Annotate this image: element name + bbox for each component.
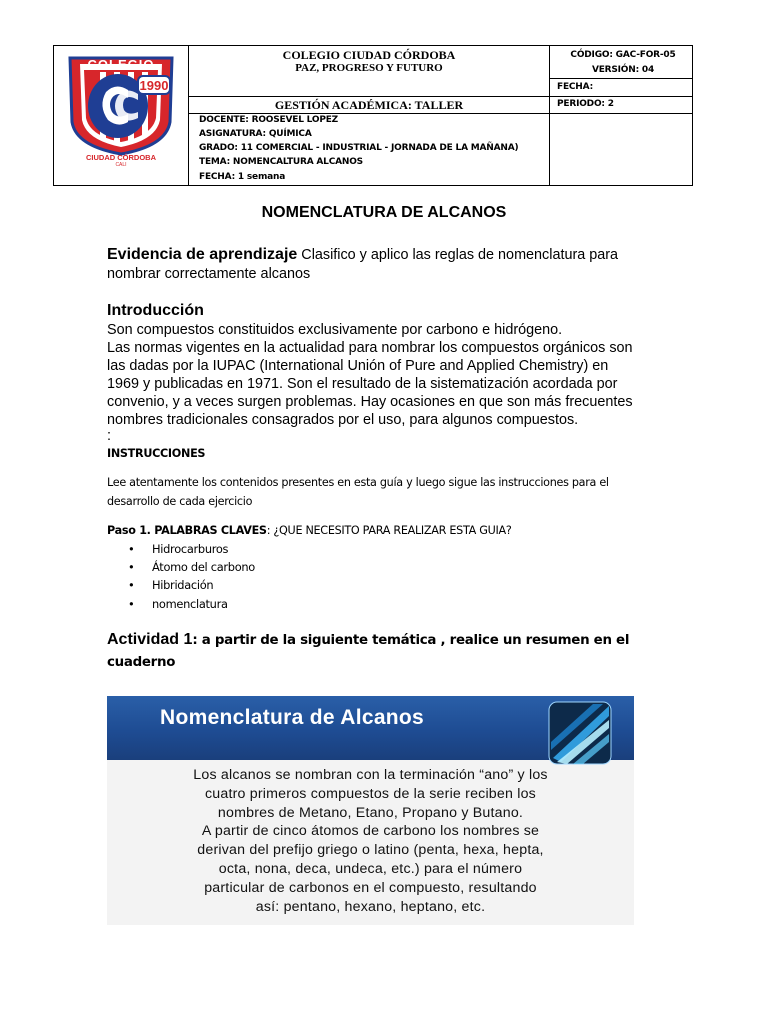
paso-bold: Paso 1. PALABRAS CLAVES [107,524,267,537]
evidencia-line-1 [107,246,618,264]
keyword: Hidrocarburos [152,542,229,556]
evidencia-heading: Evidencia de aprendizaje [107,246,298,263]
intro-heading: Introducción [107,302,204,319]
divider [549,46,550,185]
grado: GRADO: 11 COMERCIAL - INDUSTRIAL - JORNADA DE LA MAÑANA) [199,143,519,153]
school-name: COLEGIO CIUDAD CÓRDOBA [282,48,456,62]
section-title: GESTIÓN ACADÉMICA: TALLER [274,98,464,112]
slide-line: cuatro primeros compuestos de la serie reciben los [205,785,536,802]
docente: DOCENTE: ROOSEVEL LOPEZ [199,115,339,125]
keyword: Hibridación [152,578,214,592]
intro-line: nombres tradicionales consagrados por el uso, para algunos compuestos. [107,412,579,428]
intro-line: las dadas por la IUPAC (International Unión of Pure and Applied Chemistry) en [107,358,609,374]
logo-bottom-text: CIUDAD CÓRDOBA [86,153,156,162]
paso-line [107,524,511,537]
intro-line: Son compuestos constituidos exclusivamente por carbono e hidrógeno. [107,322,563,338]
logo-year: 1990 [139,78,169,93]
header-table [53,45,693,186]
intro-line: convenio, y a veces surgen problemas. Hay ocasiones en que son más frecuentes [107,394,633,410]
fecha-info: FECHA: 1 semana [199,172,286,182]
bullet-icon: • [128,542,135,556]
logo-city: CALI [115,162,127,166]
slide-title: Nomenclatura de Alcanos [160,706,425,729]
actividad-text: : a partir de la siguiente temática , realice un resumen en el [192,633,630,648]
codigo: CÓDIGO: GAC-FOR-05 [570,50,676,60]
slide-image [107,696,634,925]
slide-line: Los alcanos se nombran con la terminación “ano” y los [193,767,548,783]
instrucciones-heading: INSTRUCCIONES [107,447,206,460]
evidencia-text: Clasifico y aplico las reglas de nomenclatura para [297,247,619,263]
bullet-icon: • [128,578,135,592]
fecha-label: FECHA: [557,82,593,92]
bullet-icon: • [128,597,135,611]
logo-top-text: COLEGIO [87,57,155,72]
evidencia-line-2: nombrar correctamente alcanos [107,266,311,282]
paso-rest: : ¿QUE NECESITO PARA REALIZAR ESTA GUIA? [266,524,512,537]
tema: TEMA: NOMENCALTURA ALCANOS [199,157,363,167]
asignatura: ASIGNATURA: QUÍMICA [199,129,312,139]
divider [549,78,692,79]
actividad-label: Actividad 1 [107,631,193,648]
document-title: NOMENCLATURA DE ALCANOS [261,204,507,221]
slide-body [107,766,634,916]
school-logo [66,50,176,166]
instrucciones-line: desarrollo de cada ejercicio [107,495,253,508]
slide-line: nombres de Metano, Etano, Propano y Butano. [217,804,524,821]
school-motto: PAZ, PROGRESO Y FUTURO [295,62,443,74]
light-beams-icon [543,698,631,768]
actividad-line-1 [107,631,629,649]
divider [188,113,692,114]
intro-line: : [107,428,111,444]
slide-line: A partir de cinco átomos de carbono los nombres se [201,823,540,840]
slide-line: octa, nona, deca, undeca, etc.) para el número [218,860,523,877]
keyword: Átomo del carbono [152,560,255,574]
intro-line: 1969 y publicadas en 1971. Son el resultado de la sistematización acordada por [107,376,618,392]
slide-line: particular de carbonos en el compuesto, resultando [204,879,537,896]
actividad-line-2: cuaderno [107,655,176,670]
keyword: nomenclatura [152,597,228,611]
slide-line: así: pentano, hexano, heptano, etc. [255,898,486,915]
intro-line: Las normas vigentes en la actualidad para nombrar los compuestos orgánicos son [107,340,633,356]
bullet-icon: • [128,560,135,574]
divider [188,96,692,97]
instrucciones-line: Lee atentamente los contenidos presentes en esta guía y luego sigue las instrucciones para el [107,476,609,489]
version: VERSIÓN: 04 [591,65,655,75]
slide-line: derivan del prefijo griego o latino (penta, hexa, hepta, [197,842,544,859]
periodo: PERIODO: 2 [557,99,614,109]
